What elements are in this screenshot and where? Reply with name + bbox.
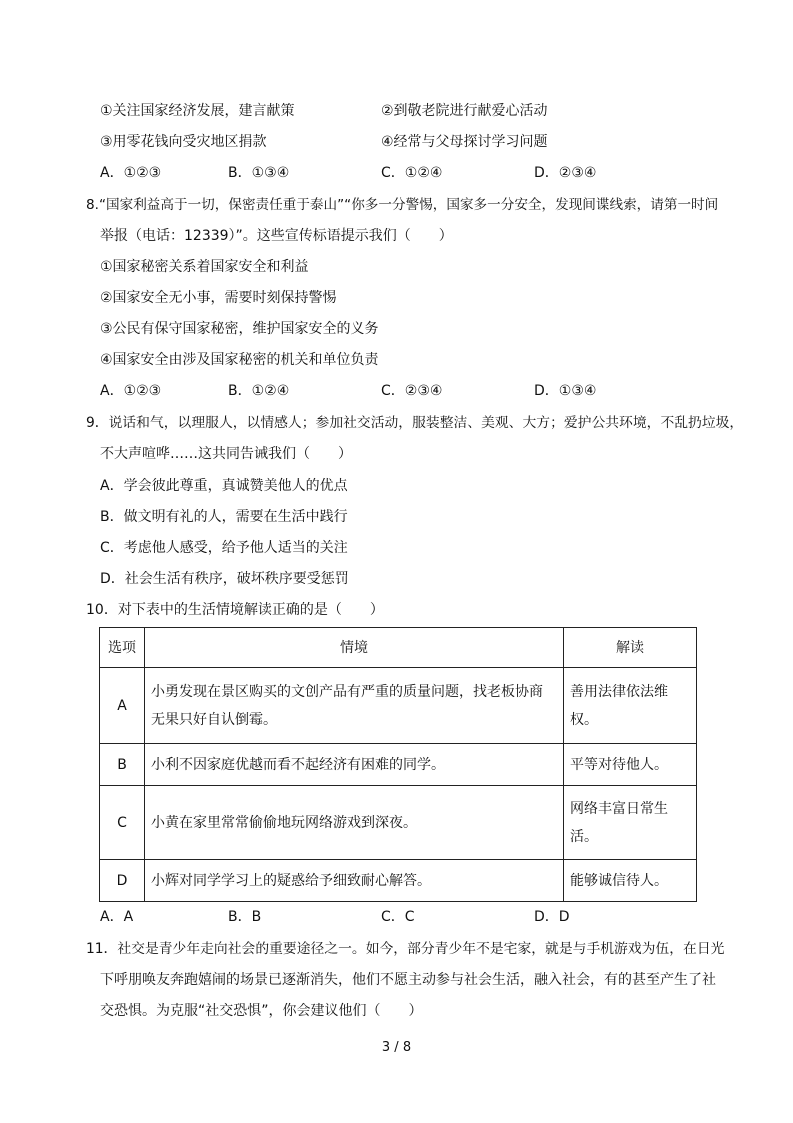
q8-option-b: B．①②④	[228, 383, 290, 399]
q10-stem: 10．对下表中的生活情境解读正确的是（ ）	[86, 602, 384, 618]
q8-stem-line2: 举报（电话：12339）”。这些宣传标语提示我们（ ）	[100, 228, 453, 244]
q9-option-b: B．做文明有礼的人，需要在生活中践行	[100, 509, 348, 525]
q8-option-a: A．①②③	[100, 383, 162, 399]
q9-option-d: D．社会生活有秩序，破坏秩序要受惩罚	[100, 571, 349, 587]
row-option: A	[100, 668, 145, 744]
situation-line: 无果只好自认倒霉。	[151, 711, 277, 728]
q11-stem-line2: 下呼朋唤友奔跑嬉闹的场景已逐渐消失，他们不愿主动参与社会生活，融入社会，有的甚至产生了社	[100, 972, 716, 988]
q7-option-c: C．①②④	[381, 165, 443, 181]
q9-option-c: C．考虑他人感受，给予他人适当的关注	[100, 540, 348, 556]
q8-item-3: ③公民有保守国家秘密，维护国家安全的义务	[100, 321, 379, 337]
q8-item-4: ④国家安全由涉及国家秘密的机关和单位负责	[100, 352, 379, 368]
table-row	[100, 786, 697, 860]
table-row	[100, 744, 697, 786]
row-reading: 平等对待他人。	[564, 744, 697, 786]
q8-option-c: C．②③④	[381, 383, 443, 399]
row-situation: 小利不因家庭优越而看不起经济有困难的同学。	[145, 744, 564, 786]
q11-stem-line3: 交恐惧。为克服“社交恐惧”，你会建议他们（ ）	[100, 1003, 423, 1019]
row-situation: 小辉对同学学习上的疑惑给予细致耐心解答。	[145, 860, 564, 902]
q7-item-3: ③用零花钱向受灾地区捐款	[100, 134, 267, 150]
reading-line: 网络丰富日常生	[570, 800, 668, 817]
table-row	[100, 860, 697, 902]
header-situation: 情境	[145, 628, 564, 668]
row-option: B	[100, 744, 145, 786]
q11-stem-line1: 11．社交是青少年走向社会的重要途径之一。如今，部分青少年不是宅家，就是与手机游戏为伍，在日光	[86, 941, 725, 957]
situation-table	[99, 627, 697, 902]
q7-option-b: B．①③④	[228, 165, 290, 181]
q9-stem-line2: 不大声喧哗……这共同告诫我们（ ）	[100, 446, 352, 462]
q9-stem-line1: 9．说话和气，以理服人，以情感人；参加社交活动，服装整洁、美观、大方；爱护公共环境，不乱扔垃圾，	[86, 415, 744, 431]
row-reading: 能够诚信待人。	[564, 860, 697, 902]
table-row	[100, 668, 697, 744]
q7-item-1: ①关注国家经济发展，建言献策	[100, 103, 295, 119]
page-number: 3 / 8	[381, 1040, 412, 1055]
reading-line: 善用法律依法维	[570, 683, 668, 700]
q8-item-2: ②国家安全无小事，需要时刻保持警惕	[100, 290, 337, 306]
row-situation	[145, 668, 564, 744]
q8-stem-line1: 8.“国家利益高于一切，保密责任重于泰山”“你多一分警惕，国家多一分安全，发现间谍线索，请第一时间	[86, 197, 719, 213]
q10-option-b: B．B	[228, 909, 262, 925]
q7-option-a: A．①②③	[100, 165, 162, 181]
header-option: 选项	[100, 628, 145, 668]
header-reading: 解读	[564, 628, 697, 668]
q7-item-2: ②到敬老院进行献爱心活动	[381, 103, 548, 119]
q10-option-a: A．A	[100, 909, 134, 925]
q7-option-d: D．②③④	[534, 165, 597, 181]
q10-option-c: C．C	[381, 909, 415, 925]
row-reading	[564, 668, 697, 744]
q8-item-1: ①国家秘密关系着国家安全和利益	[100, 259, 309, 275]
q9-option-a: A．学会彼此尊重，真诚赞美他人的优点	[100, 478, 348, 494]
reading-line: 活。	[570, 828, 598, 845]
q10-option-d: D．D	[534, 909, 570, 925]
table-header-row	[100, 628, 697, 668]
q8-option-d: D．①③④	[534, 383, 597, 399]
q7-item-4: ④经常与父母探讨学习问题	[381, 134, 548, 150]
row-reading	[564, 786, 697, 860]
row-option: C	[100, 786, 145, 860]
situation-line: 小勇发现在景区购买的文创产品有严重的质量问题，找老板协商	[151, 683, 543, 700]
row-situation: 小黄在家里常常偷偷地玩网络游戏到深夜。	[145, 786, 564, 860]
row-option: D	[100, 860, 145, 902]
reading-line: 权。	[570, 711, 598, 728]
